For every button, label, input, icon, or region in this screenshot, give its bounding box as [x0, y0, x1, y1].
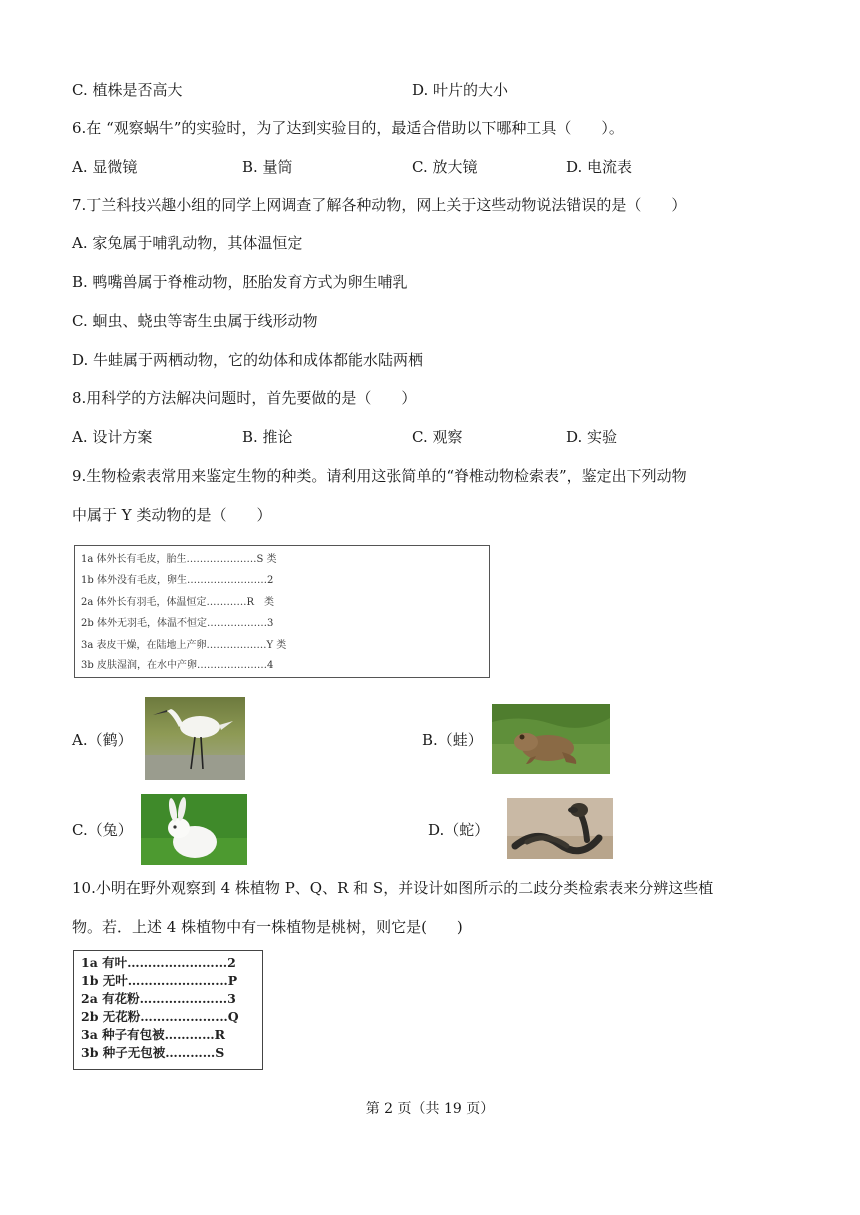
- q9-stem-line2: 中属于 Y 类动物的是（ ）: [72, 506, 272, 524]
- snake-photo[interactable]: [507, 798, 613, 859]
- q7-option-a: A. 家兔属于哺乳动物，其体温恒定: [72, 234, 303, 252]
- plant-key-row-3a: 3a 种子有包被…………R: [81, 1027, 226, 1042]
- q10-stem-line1: 10.小明在野外观察到 4 株植物 P、Q、R 和 S，并设计如图所示的二歧分类检索表来分辨这些植: [72, 879, 714, 897]
- q7-option-c: C. 蛔虫、蛲虫等寄生虫属于线形动物: [72, 312, 318, 330]
- q8-option-c: C. 观察: [412, 428, 463, 446]
- q5-option-d: D. 叶片的大小: [412, 81, 509, 99]
- vertebrate-key-table: [74, 545, 490, 678]
- q7-option-d: D. 牛蛙属于两栖动物，它的幼体和成体都能水陆两栖: [72, 351, 424, 369]
- q8-option-b: B. 推论: [242, 428, 293, 446]
- crane-photo[interactable]: [145, 697, 245, 780]
- key-row-3a: 3a 表皮干燥，在陆地上产卵………………Y 类: [81, 640, 287, 651]
- q6-option-d: D. 电流表: [566, 158, 633, 176]
- key-row-2a: 2a 体外长有羽毛，体温恒定…………R 类: [81, 597, 275, 608]
- q8-stem: 8.用科学的方法解决问题时，首先要做的是（ ）: [72, 389, 417, 407]
- q6-option-b: B. 量筒: [242, 158, 293, 176]
- key-row-2b: 2b 体外无羽毛，体温不恒定………………3: [81, 618, 274, 629]
- q7-option-b: B. 鸭嘴兽属于脊椎动物，胚胎发育方式为卵生哺乳: [72, 273, 408, 291]
- plant-key-row-1b: 1b 无叶……………………P: [81, 973, 238, 988]
- q9-option-b: B.（蛙）: [422, 731, 483, 749]
- q6-option-a: A. 显微镜: [72, 158, 138, 176]
- q5-option-c: C. 植株是否高大: [72, 81, 183, 99]
- q7-stem: 7.丁兰科技兴趣小组的同学上网调查了解各种动物，网上关于这些动物说法错误的是（ ）: [72, 196, 687, 214]
- plant-key-row-2b: 2b 无花粉…………………Q: [81, 1009, 239, 1024]
- q9-stem-line1: 9.生物检索表常用来鉴定生物的种类。请利用这张简单的“脊椎动物检索表”，鉴定出下列动物: [72, 467, 687, 485]
- key-row-3b: 3b 皮肤湿润，在水中产卵…………………4: [81, 660, 274, 671]
- q10-stem-line2: 物。若．上述 4 株植物中有一株植物是桃树，则它是( ): [72, 918, 463, 936]
- plant-key-row-2a: 2a 有花粉…………………3: [81, 991, 236, 1006]
- rabbit-photo[interactable]: [141, 794, 247, 865]
- plant-key-row-3b: 3b 种子无包被…………S: [81, 1045, 225, 1060]
- q9-option-d: D.（蛇）: [428, 821, 490, 839]
- q6-option-c: C. 放大镜: [412, 158, 478, 176]
- q8-option-a: A. 设计方案: [72, 428, 153, 446]
- key-row-1b: 1b 体外没有毛皮，卵生……………………2: [81, 575, 274, 586]
- plant-key-table: [73, 950, 263, 1070]
- q8-option-d: D. 实验: [566, 428, 618, 446]
- q9-option-c: C.（兔）: [72, 821, 133, 839]
- q6-stem: 6.在 “观察蜗牛”的实验时，为了达到实验目的，最适合借助以下哪种工具（ ）。: [72, 119, 624, 137]
- frog-photo[interactable]: [492, 704, 610, 774]
- plant-key-row-1a: 1a 有叶……………………2: [81, 955, 236, 970]
- page-footer: 第 2 页（共 19 页）: [365, 1101, 495, 1117]
- key-row-1a: 1a 体外长有毛皮，胎生…………………S 类: [81, 554, 277, 565]
- q9-option-a: A.（鹤）: [72, 731, 133, 749]
